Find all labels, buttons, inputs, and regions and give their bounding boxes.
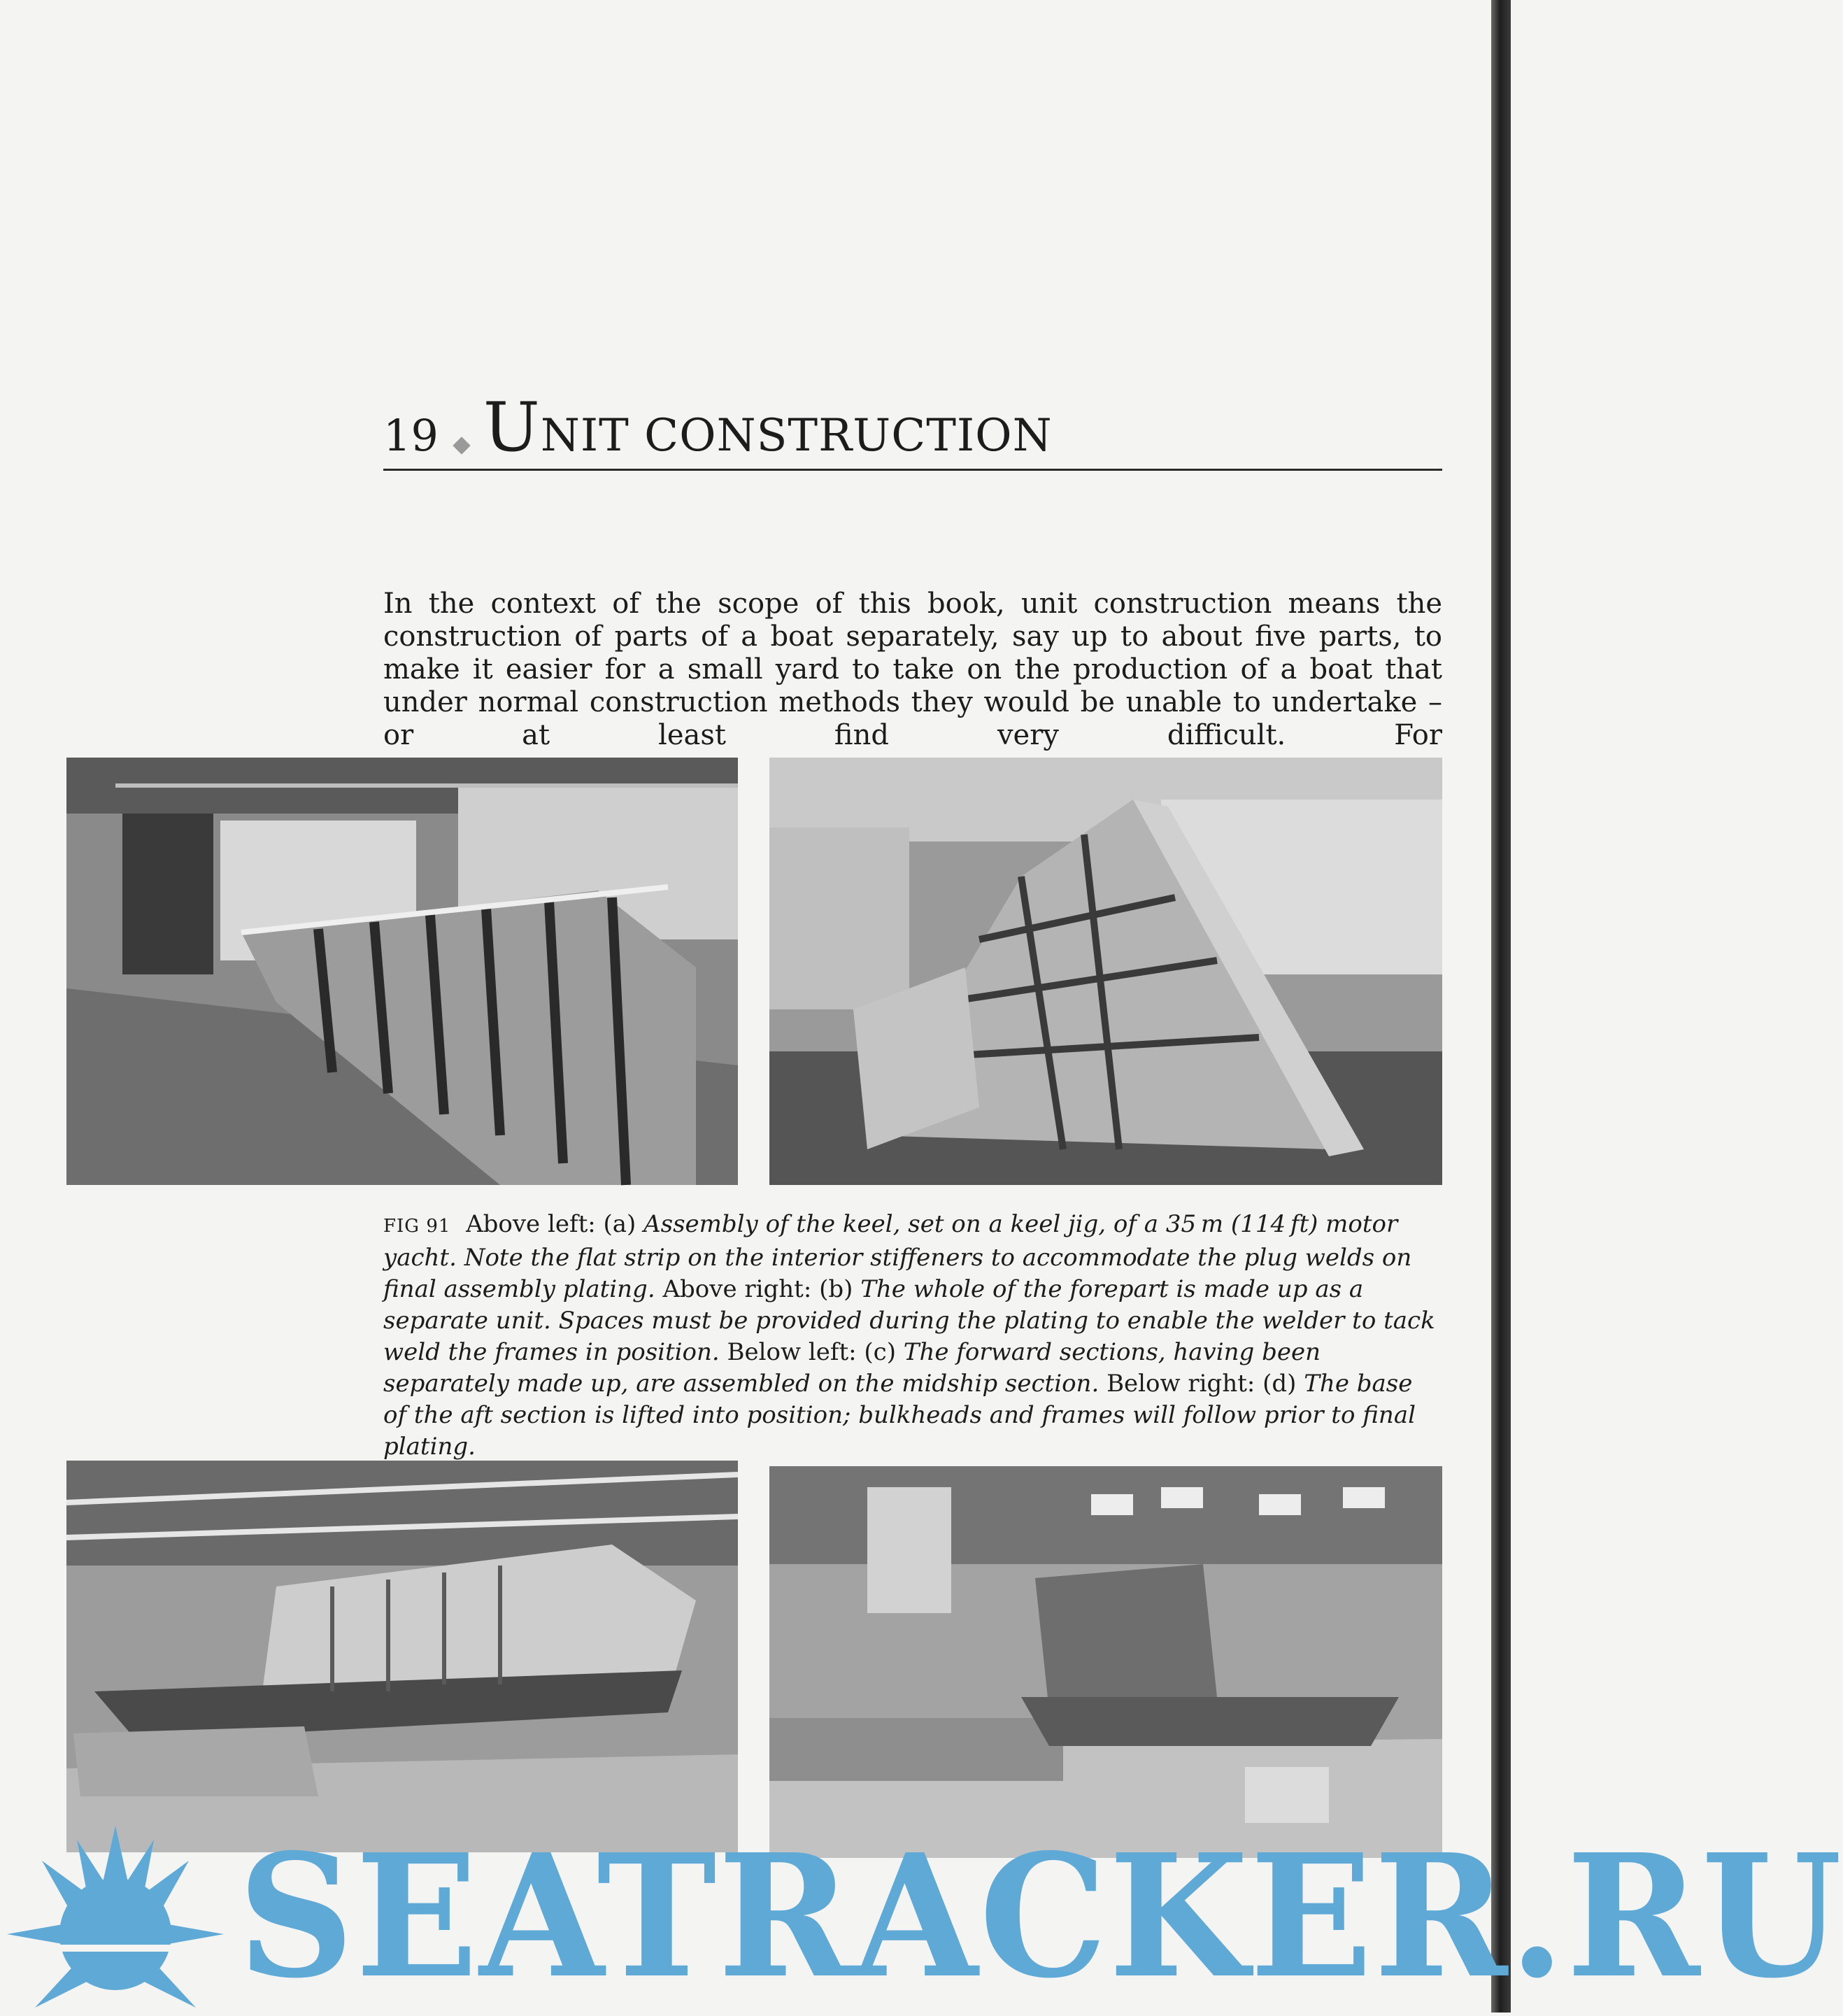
watermark-text: SEATRACKER.RU [238, 1817, 1843, 2016]
photo-forepart-unit [769, 758, 1442, 1185]
figure-caption: FIG 91 Above left: (a) Assembly of the keel, set on a keel jig, of a 35 m (114 ft) motor yacht. Note the flat strip on the interior stiffeners to accommodate the plug welds on final assembly plating. Above right: (b) The whole of the forepart is made up as a separate unit. Spaces must be provided during the plating to enable the welder to tack weld the frames in position. Below left: (c) The forward sections, having been separately made up, are assembled on the midship section. Below right: (d) The base of the aft section is lifted into position; bulkheads and frames will follow prior to final plating. [383, 1210, 1435, 1461]
sun-logo-icon [0, 1812, 231, 2013]
chapter-heading [383, 388, 1441, 467]
chapter-number: 19 [383, 410, 439, 461]
heading-rule [383, 469, 1442, 471]
figure-label: FIG 91 [383, 1216, 451, 1237]
photo-aft-section [769, 1466, 1442, 1858]
intro-paragraph: In the context of the scope of this book, unit construction means the construction of parts of a boat separately, say up to about five parts, to make it easier for a small yard to take on the production of a boat that under normal construction methods they would be unable to undertake – or at least find very difficult. For [383, 588, 1442, 751]
photo-forward-sections [66, 1461, 738, 1852]
diamond-icon [453, 436, 470, 454]
watermark [0, 1812, 1843, 2016]
page-edge-shadow [1491, 0, 1511, 2013]
chapter-title: UNIT CONSTRUCTION [483, 388, 1053, 467]
photo-keel-assembly [66, 758, 738, 1185]
